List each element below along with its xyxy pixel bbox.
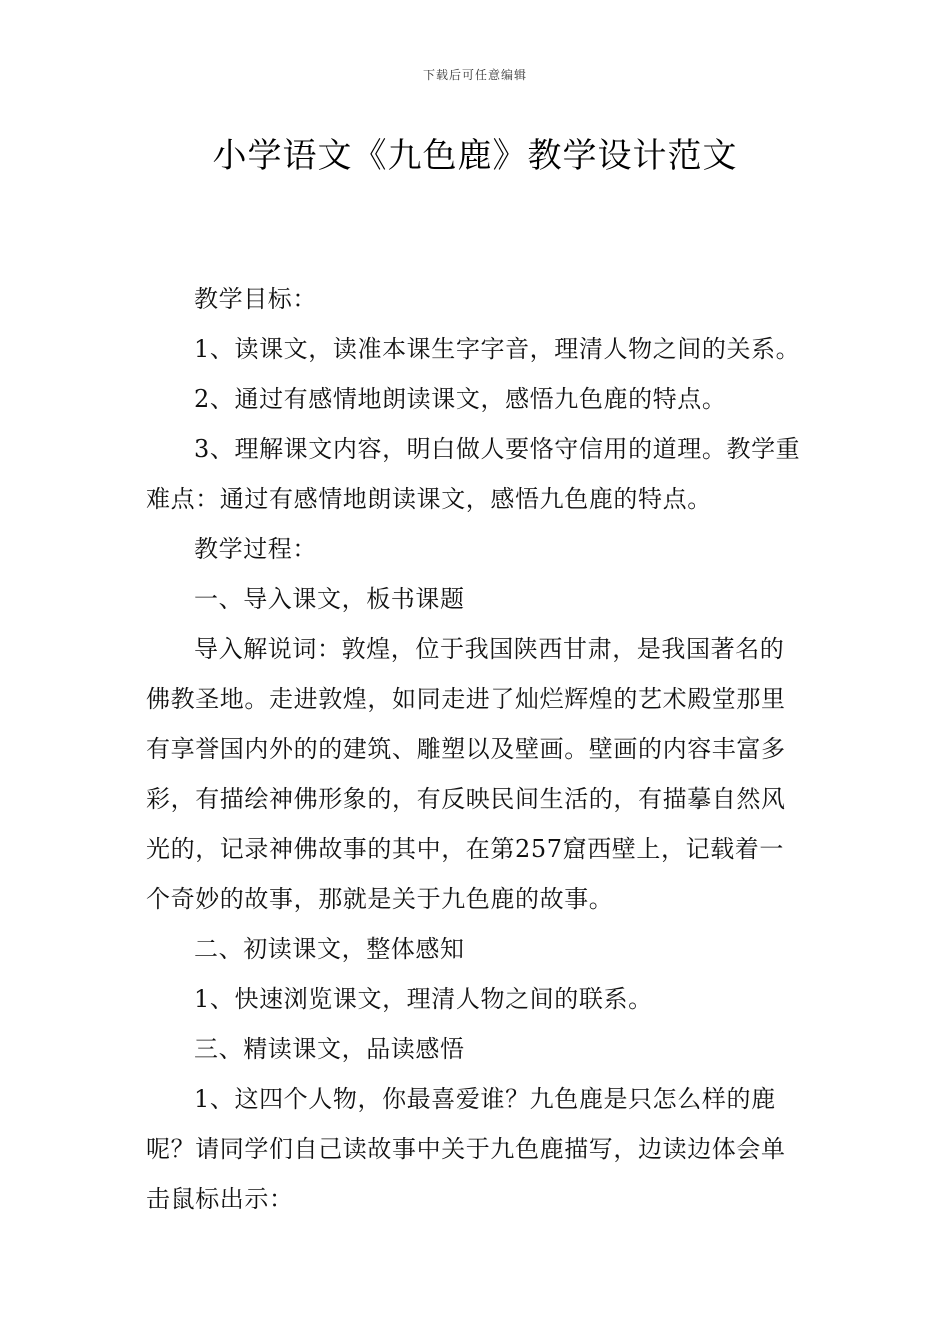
paragraph-section-3-heading: 三、精读课文，品读感悟 bbox=[194, 1035, 465, 1063]
paragraph-section-2-item-1: 1、快速浏览课文，理清人物之间的联系。 bbox=[194, 985, 653, 1013]
paragraph-goal-3: 3、理解课文内容，明白做人要恪守信用的道理。教学重难点：通过有感情地朗读课文，感悟九色鹿的特点。 bbox=[146, 435, 801, 513]
page-header-note: 下载后可任意编辑 bbox=[422, 68, 527, 82]
paragraph-goal-2: 2、通过有感情地朗读课文，感悟九色鹿的特点。 bbox=[194, 385, 727, 413]
paragraph-teaching-process-heading: 教学过程： bbox=[194, 535, 317, 563]
paragraph-section-2-heading: 二、初读课文，整体感知 bbox=[194, 935, 465, 963]
document-title: 小学语文《九色鹿》教学设计范文 bbox=[212, 136, 738, 176]
paragraph-introduction: 导入解说词：敦煌，位于我国陕西甘肃，是我国著名的佛教圣地。走进敦煌，如同走进了灿烂辉煌的艺术殿堂那里有享誉国内外的的建筑、雕塑以及壁画。壁画的内容丰富多彩，有描绘神佛形象的，有反映民间生活的，有描摹自然风光的，记录神佛故事的其中，在第257窟西壁上，记载着一个奇妙的故事，那就是关于九色鹿的故事。 bbox=[146, 635, 786, 913]
paragraph-section-1-heading: 一、导入课文，板书课题 bbox=[194, 585, 465, 613]
paragraph-teaching-goals-heading: 教学目标： bbox=[194, 285, 317, 313]
document-body bbox=[146, 274, 808, 1224]
paragraph-goal-1: 1、读课文，读准本课生字字音，理清人物之间的关系。 bbox=[194, 335, 801, 363]
paragraph-section-3-item-1: 1、这四个人物，你最喜爱谁？九色鹿是只怎么样的鹿呢？请同学们自己读故事中关于九色鹿描写，边读边体会单击鼠标出示： bbox=[146, 1085, 786, 1213]
